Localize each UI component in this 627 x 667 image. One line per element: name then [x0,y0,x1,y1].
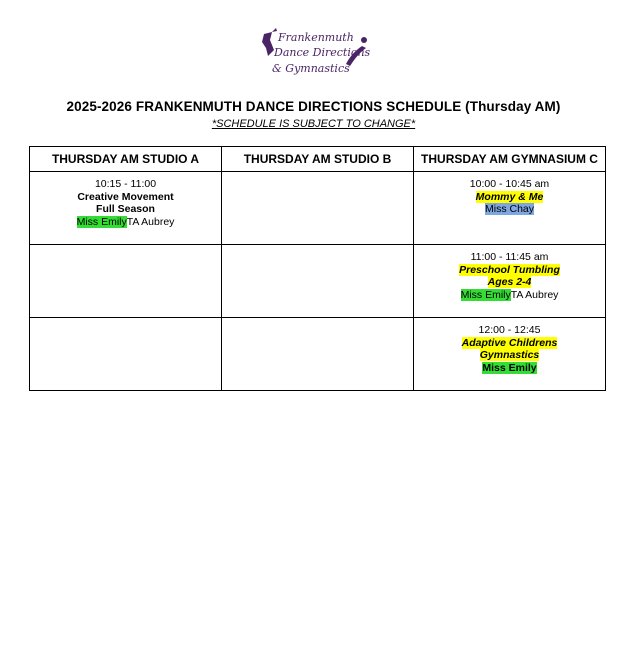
class-name-line-1: Adaptive Childrens [461,336,558,349]
class-name: Creative Movement [77,190,174,203]
teacher-name: Miss Emily [460,288,511,301]
column-header-studio-b: THURSDAY AM STUDIO B [222,147,414,172]
cell-gymnasium-c-slot-3 [414,318,606,391]
logo-line-1: Frankenmuth [278,31,354,44]
cell-studio-a-slot-3 [30,318,222,391]
teacher-name: Miss Emily [76,215,127,228]
class-time: 10:00 - 10:45 am [469,178,550,190]
class-ages: Ages 2-4 [487,276,532,288]
teaching-assistant: TA Aubrey [126,215,175,228]
cell-gymnasium-c-slot-2 [414,245,606,318]
teaching-assistant: TA Aubrey [510,288,559,301]
logo-line-3: & Gymnastics [272,62,350,75]
column-header-studio-a: THURSDAY AM STUDIO A [30,147,222,172]
cell-studio-a-slot-2 [30,245,222,318]
class-time: 11:00 - 11:45 am [470,251,549,263]
class-time: 10:15 - 11:00 [94,178,157,190]
class-name: Preschool Tumbling [459,263,560,276]
schedule-title: 2025-2026 FRANKENMUTH DANCE DIRECTIONS SCHEDULE (Thursday AM) [66,99,561,114]
table-row [30,245,606,318]
class-name: Mommy & Me [475,190,544,203]
table-row [30,172,606,245]
dancer-logo-icon [258,26,374,80]
class-season: Full Season [96,203,155,215]
cell-studio-b-slot-2 [222,245,414,318]
studio-logo [258,26,374,80]
header-row [30,147,606,172]
class-time: 12:00 - 12:45 [478,324,541,336]
logo-line-2: Dance Directions [274,46,371,59]
cell-gymnasium-c-slot-1 [414,172,606,245]
cell-studio-a-slot-1 [30,172,222,245]
cell-studio-b-slot-3 [222,318,414,391]
schedule-disclaimer: *SCHEDULE IS SUBJECT TO CHANGE* [211,118,416,130]
teacher-name: Miss Emily [482,361,537,374]
schedule-table [29,146,606,391]
column-header-gymnasium-c: THURSDAY AM GYMNASIUM C [414,147,606,172]
table-row [30,318,606,391]
class-name-line-2: Gymnastics [479,349,540,361]
cell-studio-b-slot-1 [222,172,414,245]
teacher-name: Miss Chay [484,203,534,215]
